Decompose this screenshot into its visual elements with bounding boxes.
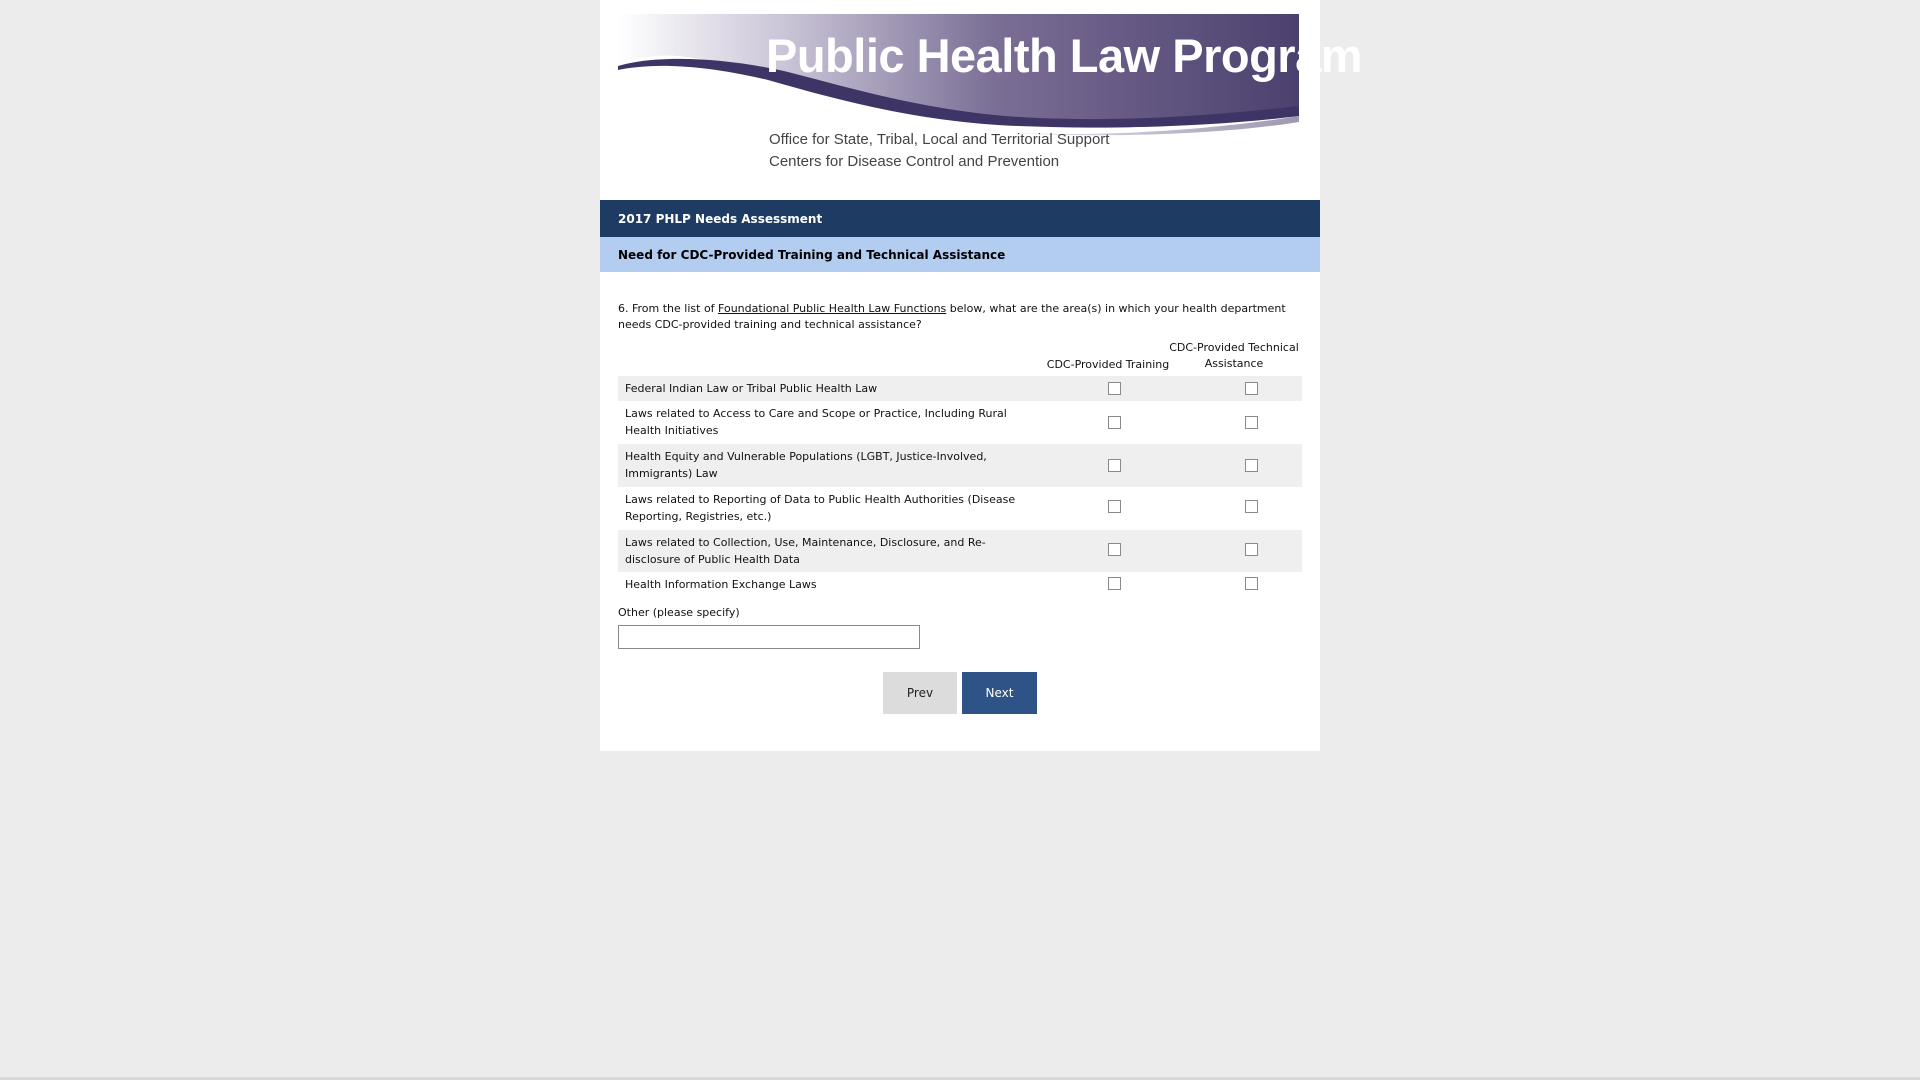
other-input[interactable] — [618, 625, 920, 649]
technical-assistance-checkbox[interactable] — [1245, 416, 1258, 429]
technical-assistance-checkbox[interactable] — [1245, 543, 1258, 556]
prev-button[interactable]: Prev — [883, 672, 957, 714]
matrix-row — [618, 487, 1302, 530]
training-checkbox[interactable] — [1108, 543, 1121, 556]
technical-assistance-checkbox[interactable] — [1245, 500, 1258, 513]
training-checkbox[interactable] — [1108, 500, 1121, 513]
column-header-training: CDC-Provided Training — [1046, 358, 1170, 371]
other-label: Other (please specify) — [618, 606, 740, 619]
training-checkbox[interactable] — [1108, 577, 1121, 590]
matrix-row — [618, 572, 1302, 597]
row-label: Federal Indian Law or Tribal Public Health Law — [625, 382, 878, 395]
row-label: Laws related to Collection, Use, Maintenance, Disclosure, and Re-disclosure of Public Health Data — [625, 536, 986, 566]
page-title-bar — [600, 237, 1320, 272]
foundational-functions-link[interactable]: Foundational Public Health Law Functions — [718, 302, 947, 315]
survey-title-bar — [600, 200, 1320, 237]
column-header-technical-assistance: CDC-Provided Technical Assistance — [1169, 341, 1299, 370]
question-text — [618, 301, 1298, 333]
technical-assistance-checkbox[interactable] — [1245, 382, 1258, 395]
technical-assistance-checkbox[interactable] — [1245, 459, 1258, 472]
question-prefix: 6. From the list of — [618, 302, 719, 315]
row-label: Laws related to Reporting of Data to Public Health Authorities (Disease Reporting, Registries, etc.) — [625, 493, 1016, 523]
matrix-row — [618, 401, 1302, 444]
page-title: Need for CDC-Provided Training and Technical Assistance — [618, 248, 1006, 262]
matrix-row — [618, 376, 1302, 401]
training-checkbox[interactable] — [1108, 459, 1121, 472]
row-label: Health Equity and Vulnerable Populations (LGBT, Justice-Involved, Immigrants) Law — [625, 450, 987, 480]
program-title: Public Health Law Program — [766, 29, 1363, 82]
survey-title: 2017 PHLP Needs Assessment — [618, 212, 823, 226]
survey-page — [600, 0, 1363, 751]
training-checkbox[interactable] — [1108, 382, 1121, 395]
technical-assistance-checkbox[interactable] — [1245, 577, 1258, 590]
question-suffix: below, what are the area(s) in which your health department needs CDC-provided training and technical assistance? — [618, 302, 1286, 331]
matrix-row — [618, 530, 1302, 572]
matrix-row — [618, 444, 1302, 487]
program-banner — [618, 14, 1363, 184]
row-label: Laws related to Access to Care and Scope or Practice, Including Rural Health Initiatives — [625, 407, 1007, 437]
training-checkbox[interactable] — [1108, 416, 1121, 429]
next-button[interactable]: Next — [962, 672, 1037, 714]
agency-name: Centers for Disease Control and Prevention — [769, 153, 1060, 170]
office-name: Office for State, Tribal, Local and Territorial Support — [769, 131, 1110, 148]
row-label: Health Information Exchange Laws — [625, 578, 817, 591]
